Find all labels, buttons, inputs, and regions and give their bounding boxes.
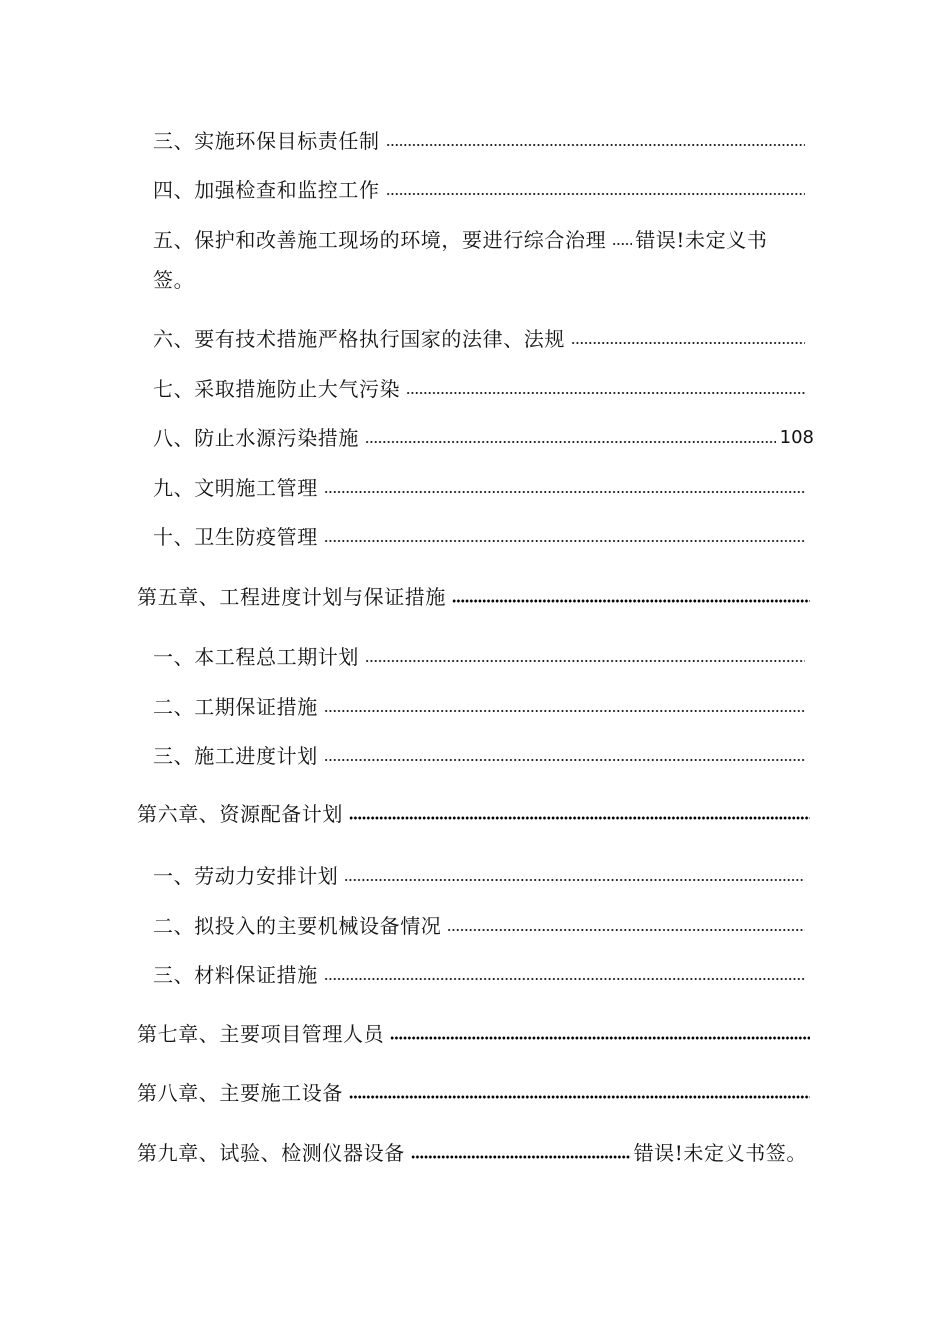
toc-entry-continuation: 签。 (153, 268, 195, 292)
toc-entry[interactable] (153, 317, 809, 351)
toc-entry-title: 二、拟投入的主要机械设备情况 (153, 914, 442, 938)
toc-entry[interactable] (153, 635, 809, 669)
toc-chapter-entry[interactable] (137, 1012, 814, 1046)
toc-leader-dots (386, 192, 805, 196)
toc-leader-dots (349, 1095, 810, 1099)
toc-entry-title: 第六章、资源配备计划 (137, 802, 343, 826)
toc-entry[interactable] (153, 119, 809, 153)
toc-entry-title: 九、文明施工管理 (153, 476, 318, 500)
toc-leader-dots (344, 878, 805, 882)
toc-leader-dots (452, 599, 810, 603)
toc-leader-dots (411, 1155, 631, 1159)
toc-entry-title: 七、采取措施防止大气污染 (153, 377, 401, 401)
toc-leader-dots (349, 816, 810, 820)
toc-leader-dots (365, 659, 805, 663)
toc-leader-dots (390, 1036, 810, 1040)
toc-chapter-entry[interactable] (137, 1071, 814, 1105)
toc-entry-title: 十、卫生防疫管理 (153, 525, 318, 549)
toc-entry-title: 八、防止水源污染措施 (153, 426, 359, 450)
toc-entry[interactable] (153, 466, 809, 500)
toc-leader-dots (324, 758, 805, 762)
toc-entry-title: 一、劳动力安排计划 (153, 864, 339, 888)
toc-entry-title: 四、加强检查和监控工作 (153, 178, 380, 202)
toc-entry-title: 三、材料保证措施 (153, 963, 318, 987)
toc-leader-dots (386, 143, 805, 147)
toc-entry[interactable] (153, 218, 809, 252)
toc-entry[interactable] (153, 953, 809, 987)
toc-entry[interactable] (153, 416, 814, 450)
toc-leader-dots (324, 977, 805, 981)
toc-chapter-entry[interactable] (137, 792, 814, 826)
toc-leader-dots (571, 341, 805, 345)
toc-entry-page: 108 (779, 427, 814, 448)
toc-entry-title: 第七章、主要项目管理人员 (137, 1022, 385, 1046)
toc-bookmark-error: 错误!未定义书 (635, 228, 768, 252)
toc-entry[interactable] (153, 904, 809, 938)
toc-leader-dots (447, 928, 805, 932)
toc-entry[interactable] (153, 515, 809, 549)
toc-chapter-entry[interactable] (137, 1131, 807, 1165)
toc-entry[interactable] (153, 367, 809, 401)
toc-entry[interactable] (153, 734, 809, 768)
toc-entry-title: 第八章、主要施工设备 (137, 1081, 343, 1105)
toc-chapter-entry[interactable] (137, 575, 814, 609)
toc-entry-title: 三、施工进度计划 (153, 744, 318, 768)
toc-entry-title: 第九章、试验、检测仪器设备 (137, 1141, 405, 1165)
toc-leader-dots (365, 440, 776, 444)
toc-leader-dots (324, 709, 805, 713)
toc-entry[interactable] (153, 854, 809, 888)
toc-leader-dots (406, 391, 805, 395)
toc-entry-title: 三、实施环保目标责任制 (153, 129, 380, 153)
toc-entry-title: 第五章、工程进度计划与保证措施 (137, 585, 446, 609)
toc-entry[interactable] (153, 168, 809, 202)
toc-entry[interactable] (153, 685, 809, 719)
toc-bookmark-error: 错误!未定义书签。 (633, 1141, 807, 1165)
toc-entry-title: 一、本工程总工期计划 (153, 645, 359, 669)
toc-entry-title: 五、保护和改善施工现场的环境，要进行综合治理 (153, 228, 607, 252)
toc-leader-dots (612, 242, 632, 246)
toc-entry-title: 六、要有技术措施严格执行国家的法律、法规 (153, 327, 565, 351)
toc-entry-title: 二、工期保证措施 (153, 695, 318, 719)
toc-leader-dots (324, 490, 805, 494)
toc-leader-dots (324, 539, 805, 543)
